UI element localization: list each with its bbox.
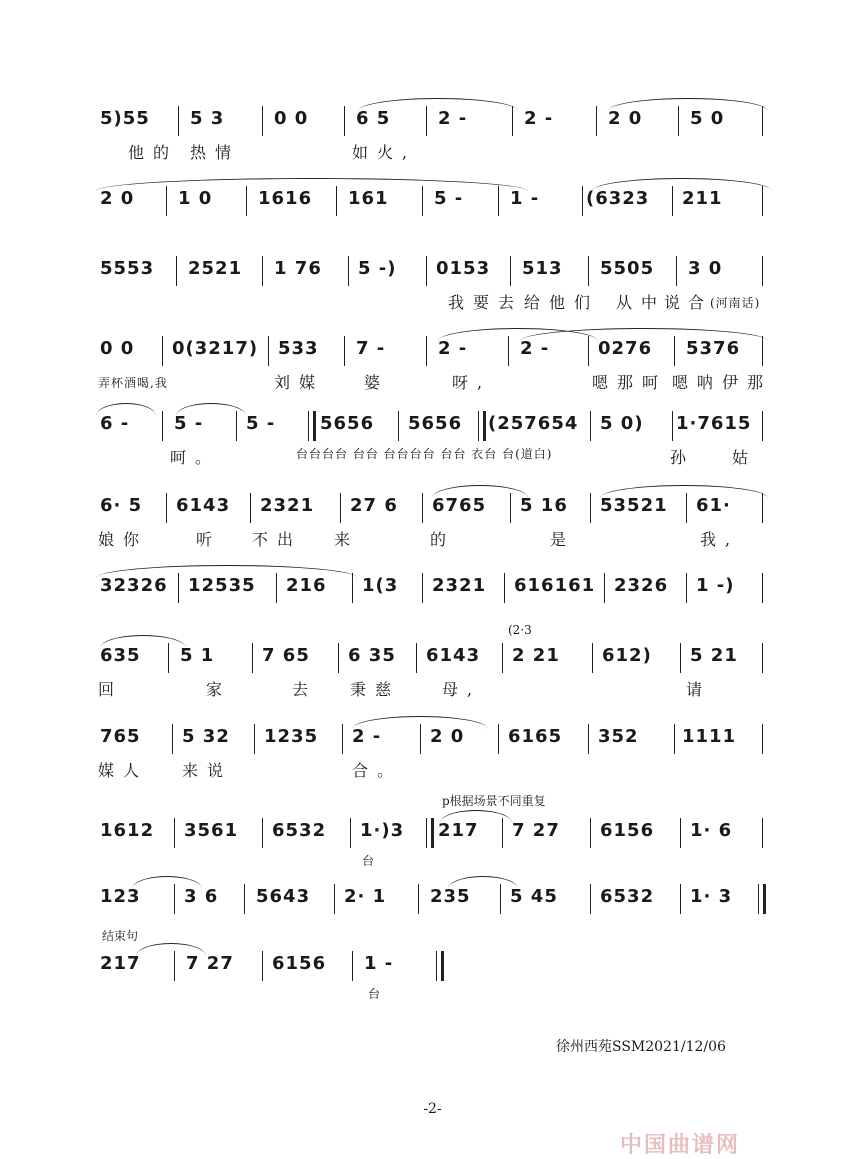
barline bbox=[338, 643, 339, 673]
measure: 6765 bbox=[432, 495, 487, 516]
barline bbox=[340, 493, 341, 523]
measure: 211 bbox=[682, 188, 723, 209]
barline bbox=[350, 818, 351, 848]
lyric-annotation: 台台台台 台台 台台台台 台台 衣台 台(道白) bbox=[296, 447, 553, 461]
measure: 7 27 bbox=[512, 820, 560, 841]
barline bbox=[498, 186, 499, 216]
notes-row bbox=[96, 330, 771, 370]
lyric: 我要去 bbox=[448, 293, 524, 312]
barline bbox=[762, 818, 763, 848]
barline bbox=[762, 186, 763, 216]
barline bbox=[276, 573, 277, 603]
barline bbox=[426, 106, 427, 136]
measure: 6143 bbox=[426, 645, 481, 666]
repeat-barline bbox=[426, 818, 434, 848]
lyric: 不出 bbox=[252, 530, 303, 549]
measure: 3 6 bbox=[184, 886, 219, 907]
barline bbox=[420, 724, 421, 754]
measure: 2 0 bbox=[100, 188, 135, 209]
measure: 6 - bbox=[100, 413, 130, 434]
barline bbox=[174, 818, 175, 848]
measure: 2521 bbox=[188, 258, 243, 279]
measure: 6532 bbox=[600, 886, 655, 907]
barline bbox=[582, 186, 583, 216]
lyric: 秉慈 bbox=[350, 680, 401, 699]
lyric: 娘你 bbox=[98, 530, 149, 549]
lyric: 呀, bbox=[452, 373, 492, 392]
barline bbox=[588, 724, 589, 754]
lyric-annotation: 弄杯酒喝,我 bbox=[98, 376, 168, 390]
lyric: 嗯呐伊那 bbox=[672, 373, 773, 392]
lyric: 听 bbox=[196, 530, 222, 549]
lyric: 刘媒 bbox=[274, 373, 325, 392]
barline bbox=[262, 951, 263, 981]
barline bbox=[590, 818, 591, 848]
measure: 7 - bbox=[356, 338, 386, 359]
measure: 2321 bbox=[260, 495, 315, 516]
lyric: 来 bbox=[334, 530, 360, 549]
barline bbox=[680, 818, 681, 848]
measure: 53521 bbox=[600, 495, 668, 516]
notes-row bbox=[96, 100, 771, 140]
measure: 1 - bbox=[510, 188, 540, 209]
lyric: 说 bbox=[664, 293, 690, 312]
barline bbox=[162, 411, 163, 441]
measure: 5 1 bbox=[180, 645, 215, 666]
barline bbox=[686, 573, 687, 603]
measure: 1235 bbox=[264, 726, 319, 747]
barline bbox=[416, 643, 417, 673]
barline bbox=[762, 411, 763, 441]
barline bbox=[250, 493, 251, 523]
barline bbox=[588, 256, 589, 286]
measure: 1(3 bbox=[362, 575, 399, 596]
lyric: 台 bbox=[362, 854, 376, 868]
measure: 123 bbox=[100, 886, 141, 907]
barline bbox=[334, 884, 335, 914]
measure: 0(3217) bbox=[172, 338, 259, 359]
barline bbox=[676, 256, 677, 286]
notes-row bbox=[96, 878, 771, 918]
barline bbox=[500, 884, 501, 914]
measure: 2 - bbox=[520, 338, 550, 359]
measure: 6532 bbox=[272, 820, 327, 841]
barline bbox=[418, 884, 419, 914]
barline bbox=[590, 411, 591, 441]
measure: 2326 bbox=[614, 575, 669, 596]
barline bbox=[174, 951, 175, 981]
measure: 27 6 bbox=[350, 495, 398, 516]
measure: 1· 6 bbox=[690, 820, 733, 841]
barline bbox=[244, 884, 245, 914]
barline bbox=[166, 186, 167, 216]
measure: 2 - bbox=[524, 108, 554, 129]
lyric: 嗯那呵 bbox=[592, 373, 668, 392]
repeat-barline bbox=[758, 884, 766, 914]
measure: 1612 bbox=[100, 820, 155, 841]
lyric: 合。 bbox=[352, 761, 403, 780]
lyric: 呵。 bbox=[170, 448, 221, 467]
measure: 2321 bbox=[432, 575, 487, 596]
notes-row bbox=[96, 250, 771, 290]
barline bbox=[686, 493, 687, 523]
measure: 0276 bbox=[598, 338, 653, 359]
lyric: 媒人 bbox=[98, 761, 149, 780]
barline bbox=[510, 493, 511, 523]
barline bbox=[178, 573, 179, 603]
measure: 5656 bbox=[408, 413, 463, 434]
notes-row bbox=[96, 929, 771, 985]
measure: 2 0 bbox=[608, 108, 643, 129]
barline bbox=[352, 951, 353, 981]
measure: 2 21 bbox=[512, 645, 560, 666]
barline bbox=[422, 186, 423, 216]
measure: 6165 bbox=[508, 726, 563, 747]
barline bbox=[252, 643, 253, 673]
measure: 5656 bbox=[320, 413, 375, 434]
barline bbox=[262, 106, 263, 136]
measure: 5 16 bbox=[520, 495, 568, 516]
measure: 7 65 bbox=[262, 645, 310, 666]
barline bbox=[348, 256, 349, 286]
measure: 1 76 bbox=[274, 258, 322, 279]
repeat-barline bbox=[478, 411, 486, 441]
barline bbox=[398, 411, 399, 441]
measure: 5 32 bbox=[182, 726, 230, 747]
lyric: 家 bbox=[206, 680, 232, 699]
measure: 1·7615 bbox=[676, 413, 752, 434]
lyric: 从中 bbox=[616, 293, 667, 312]
barline bbox=[680, 884, 681, 914]
barline bbox=[236, 411, 237, 441]
measure: 1 0 bbox=[178, 188, 213, 209]
barline bbox=[592, 643, 593, 673]
measure: (6323 bbox=[586, 188, 650, 209]
final-barline bbox=[436, 951, 444, 981]
lyric: 如火, bbox=[352, 143, 417, 162]
measure: 235 bbox=[430, 886, 471, 907]
section-label: 结束句 bbox=[102, 929, 139, 943]
measure: 3 0 bbox=[688, 258, 723, 279]
measure: 2 - bbox=[352, 726, 382, 747]
measure: 5553 bbox=[100, 258, 155, 279]
barline bbox=[426, 256, 427, 286]
barline bbox=[510, 256, 511, 286]
barline bbox=[246, 186, 247, 216]
lyric: 是 bbox=[550, 530, 576, 549]
measure: 217 bbox=[438, 820, 479, 841]
barline bbox=[762, 724, 763, 754]
measure: 5 -) bbox=[358, 258, 397, 279]
measure: 5 - bbox=[174, 413, 204, 434]
barline bbox=[262, 256, 263, 286]
measure: 513 bbox=[522, 258, 563, 279]
measure: 5 0) bbox=[600, 413, 644, 434]
barline bbox=[344, 106, 345, 136]
barline bbox=[178, 106, 179, 136]
barline bbox=[426, 336, 427, 366]
measure: 6 5 bbox=[356, 108, 391, 129]
lyric: 热情 bbox=[190, 143, 241, 162]
notes-row bbox=[96, 623, 771, 677]
measure: 6· 5 bbox=[100, 495, 143, 516]
notes-row bbox=[96, 718, 771, 758]
dynamic-annotation: p根据场景不同重复 bbox=[442, 794, 546, 808]
notes-row bbox=[96, 405, 771, 445]
measure: 2· 1 bbox=[344, 886, 387, 907]
barline bbox=[508, 336, 509, 366]
barline bbox=[588, 336, 589, 366]
repeat-barline bbox=[308, 411, 316, 441]
measure: 5376 bbox=[686, 338, 741, 359]
measure: (257654 bbox=[488, 413, 579, 434]
lyric: 的 bbox=[430, 530, 456, 549]
measure: 6 35 bbox=[348, 645, 396, 666]
measure: 217 bbox=[100, 953, 141, 974]
measure: 612) bbox=[602, 645, 652, 666]
barline bbox=[254, 724, 255, 754]
measure: 0 0 bbox=[274, 108, 309, 129]
lyrics-row bbox=[96, 140, 771, 164]
lyrics-row bbox=[96, 677, 771, 701]
measure: 32326 bbox=[100, 575, 168, 596]
lyrics-row bbox=[96, 852, 771, 876]
barline bbox=[604, 573, 605, 603]
measure: 2 - bbox=[438, 108, 468, 129]
barline bbox=[678, 106, 679, 136]
barline bbox=[512, 106, 513, 136]
measure: 2 - bbox=[438, 338, 468, 359]
barline bbox=[498, 724, 499, 754]
notes-row bbox=[96, 567, 771, 607]
lyrics-row bbox=[96, 370, 771, 394]
barline bbox=[174, 884, 175, 914]
measure: 5 21 bbox=[690, 645, 738, 666]
measure: 6156 bbox=[272, 953, 327, 974]
notes-row bbox=[96, 794, 771, 852]
barline bbox=[504, 573, 505, 603]
barline bbox=[762, 256, 763, 286]
lyric: 孙 bbox=[670, 448, 696, 467]
measure: 6143 bbox=[176, 495, 231, 516]
measure: 765 bbox=[100, 726, 141, 747]
measure: 61· bbox=[696, 495, 731, 516]
lyrics-row bbox=[96, 758, 771, 782]
measure: 161 bbox=[348, 188, 389, 209]
measure: 12535 bbox=[188, 575, 256, 596]
lyric: 来说 bbox=[182, 761, 233, 780]
lyrics-row bbox=[96, 527, 771, 551]
barline bbox=[680, 643, 681, 673]
lyric: 回 bbox=[98, 680, 124, 699]
lyric: 母, bbox=[442, 680, 482, 699]
barline bbox=[336, 186, 337, 216]
barline bbox=[590, 884, 591, 914]
measure: 616161 bbox=[514, 575, 596, 596]
measure: 3561 bbox=[184, 820, 239, 841]
barline bbox=[762, 643, 763, 673]
measure: 1616 bbox=[258, 188, 313, 209]
lyric: 去 bbox=[292, 680, 318, 699]
barline bbox=[762, 106, 763, 136]
lyric: 台 bbox=[368, 987, 382, 1001]
measure: 635 bbox=[100, 645, 141, 666]
barline bbox=[674, 336, 675, 366]
barline bbox=[352, 573, 353, 603]
lyric: 给他们 bbox=[524, 293, 600, 312]
measure: 533 bbox=[278, 338, 319, 359]
barline bbox=[176, 256, 177, 286]
lyric: 姑 bbox=[732, 448, 758, 467]
barline bbox=[342, 724, 343, 754]
measure: 7 27 bbox=[186, 953, 234, 974]
barline bbox=[422, 573, 423, 603]
measure: 216 bbox=[286, 575, 327, 596]
barline bbox=[502, 643, 503, 673]
barline bbox=[762, 336, 763, 366]
barline bbox=[762, 573, 763, 603]
lyric: 我, bbox=[700, 530, 740, 549]
barline bbox=[502, 818, 503, 848]
barline bbox=[168, 643, 169, 673]
lyric: 婆 bbox=[364, 373, 390, 392]
measure: 1· 3 bbox=[690, 886, 733, 907]
measure: 352 bbox=[598, 726, 639, 747]
measure: 5643 bbox=[256, 886, 311, 907]
lyrics-row bbox=[96, 985, 771, 1009]
lyrics-row bbox=[96, 445, 771, 469]
notes-row bbox=[96, 487, 771, 527]
measure: 5 3 bbox=[190, 108, 225, 129]
barline bbox=[674, 724, 675, 754]
measure: 5 45 bbox=[510, 886, 558, 907]
barline bbox=[762, 493, 763, 523]
barline bbox=[344, 336, 345, 366]
ornament-annotation: (2·3 bbox=[508, 623, 532, 637]
measure: 1 - bbox=[364, 953, 394, 974]
barline bbox=[590, 493, 591, 523]
lyric: 请 bbox=[686, 680, 712, 699]
author-date: 徐州西苑SSM2021/12/06 bbox=[556, 1039, 726, 1055]
barline bbox=[422, 493, 423, 523]
lyric: 他的 bbox=[128, 143, 179, 162]
barline bbox=[672, 411, 673, 441]
barline bbox=[268, 336, 269, 366]
barline bbox=[596, 106, 597, 136]
barline bbox=[672, 186, 673, 216]
barline bbox=[162, 336, 163, 366]
watermark-logo: 中国曲谱网 bbox=[620, 1133, 741, 1158]
measure: 2 0 bbox=[430, 726, 465, 747]
measure: 6156 bbox=[600, 820, 655, 841]
page-number: -2- bbox=[423, 1101, 442, 1117]
measure: 0 0 bbox=[100, 338, 135, 359]
barline bbox=[166, 493, 167, 523]
measure: 1·)3 bbox=[360, 820, 405, 841]
measure: 5 - bbox=[246, 413, 276, 434]
barline bbox=[262, 818, 263, 848]
lyric: 合 bbox=[688, 293, 714, 312]
measure: 0153 bbox=[436, 258, 491, 279]
measure: 5 0 bbox=[690, 108, 725, 129]
barline bbox=[172, 724, 173, 754]
lyric-annotation: (河南话) bbox=[710, 296, 761, 310]
measure: 5 - bbox=[434, 188, 464, 209]
measure: 1 -) bbox=[696, 575, 735, 596]
lyrics-row bbox=[96, 290, 771, 314]
notes-row bbox=[96, 180, 771, 220]
measure: 1111 bbox=[682, 726, 737, 747]
measure: 5505 bbox=[600, 258, 655, 279]
measure: 5)55 bbox=[100, 108, 150, 129]
